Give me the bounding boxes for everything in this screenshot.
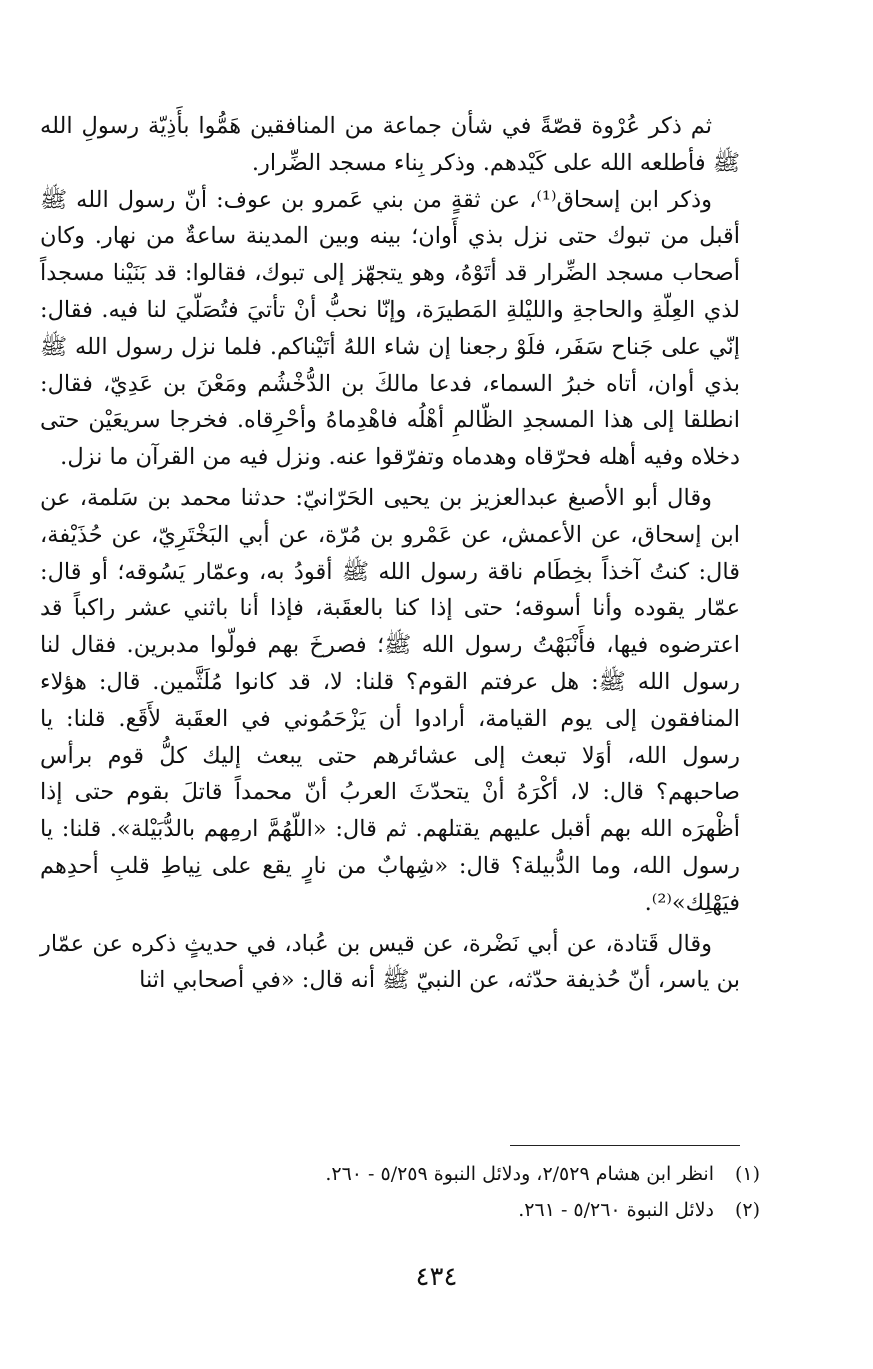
footnote-1 [60,1156,760,1192]
main-text [40,108,740,999]
paragraph-4: وقال قَتادة، عن أبي نَضْرة، عن قيس بن عُباد، في حديثٍ ذكره عن عمّار بن ياسر، أنّ حُذيفة حدّثه، عن النبيّ ﷺ أنه قال: «في أصحابي اثنا [40,930,740,994]
footnote-number: (٢) [734,1199,760,1221]
footnotes [60,1156,760,1228]
paragraph-2: وذكر ابن إسحاق⁽¹⁾، عن ثقةٍ من بني عَمرو بن عوف: أنّ رسول الله ﷺ أقبل من تبوك حتى نزل بذي أَوان؛ بينه وبين المدينة ساعةٌ من نهار. وكان أصحاب مسجد الضِّرار قد أتَوْهُ، وهو يتجهّز إلى تبوك، فقالوا: قد بَنَيْنا مسجداً لذي العِلّةِ والحاجةِ والليْلةِ المَطيرَة، وإنّا نحبُّ أنْ تأتيَ فتُصَلّيَ لنا فيه. فقال: إنّي على جَناح سَفَر، فلَوْ رجعنا إن شاء اللهُ أتَيْناكم. فلما نزل رسول الله ﷺ بذي أوان، أتاه خبرُ السماء، فدعا مالكَ بن الدُّخْشُم ومَعْنَ بن عَدِيّ، فقال: انطلقا إلى هذا المسجدِ الظّالمِ أهْلُه فاهْدِماهُ وأحْرِقاه. فخرجا سريعَيْن حتى دخلاه وفيه أهله فحرّقاه وهدماه وتفرّقوا عنه. ونزل فيه من القرآن ما نزل. [40,186,740,471]
footnote-separator [510,1145,740,1146]
page-number: ٤٣٤ [415,1262,458,1292]
footnote-number: (١) [734,1163,760,1185]
footnote-text: دلائل النبوة ٥/٢٦٠ - ٢٦١. [518,1199,714,1221]
footnote-2 [60,1192,760,1228]
paragraph-1: ثم ذكر عُرْوة قصّةً في شأن جماعة من المنافقين هَمُّوا بأَذِيّة رسولِ الله ﷺ فأطلعه الله على كَيْدهم. وذكر بِناء مسجد الضِّرار. [40,113,740,176]
paragraph-3: وقال أبو الأصبغ عبدالعزيز بن يحيى الحَرّانيّ: حدثنا محمد بن سَلمة، عن ابن إسحاق، عن الأعمش، عن عَمْرو بن مُرّة، عن أبي البَخْتَرِيّ، عن حُذَيْفة، قال: كنتُ آخذاً بخِطَام ناقة رسول الله ﷺ أقودُ به، وعمّار يَسُوقه؛ أو قال: عمّار يقوده وأنا أسوقه؛ حتى إذا كنا بالعقَبة، فإذا أنا باثني عشر راكباً قد اعترضوه فيها، فأَنْبَهْتُ رسول الله ﷺ؛ فصرخَ بهم فولّوا مدبرين. فقال لنا رسول الله ﷺ: هل عرفتم القوم؟ قلنا: لا، قد كانوا مُلَثَّمين. قال: هؤلاء المنافقون إلى يوم القيامة، أرادوا أن يَزْحَمُوني في العقَبة لأَقَع. قلنا: يا رسول الله، أوَلا تبعث إلى عشائرهم حتى يبعث إليك كلُّ قوم برأس صاحبهم؟ قال: لا، أكْرَهُ أنْ يتحدّثَ العربُ أنّ محمداً قاتلَ بقوم حتى إذا أظْهرَه الله بهم أقبل عليهم يقتلهم. ثم قال: «اللّهُمَّ ارمِهم بالدُّبَيْلة». قلنا: يا رسول الله، وما الدُّبيلة؟ قال: «شِهابٌ من نارٍ يقع على نِياطِ قلبِ أحدِهم فيَهْلِك»⁽²⁾. [40,484,740,916]
footnote-text: انظر ابن هشام ٢/٥٢٩، ودلائل النبوة ٥/٢٥٩ - ٢٦٠. [325,1163,714,1185]
